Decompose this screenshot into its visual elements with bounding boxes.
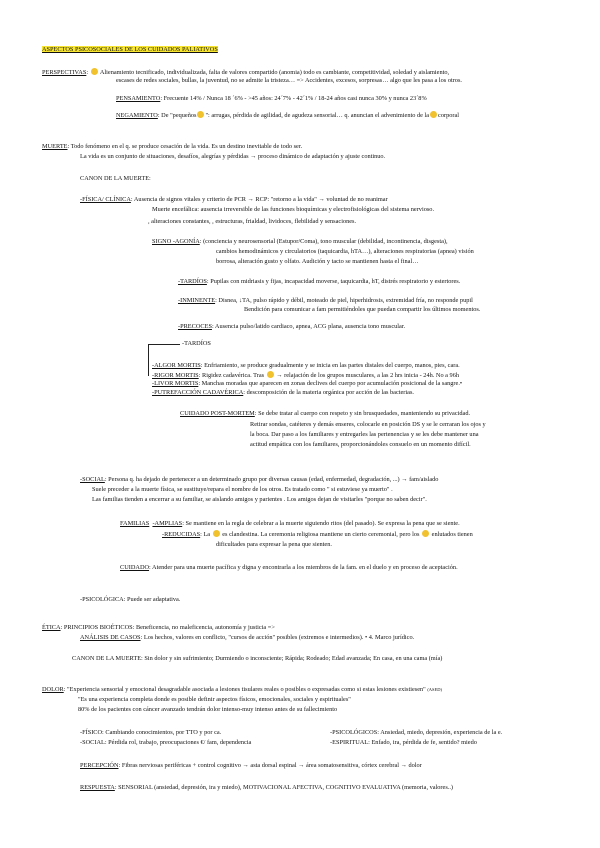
dolor-social-line: -SOCIAL: Pérdida rol, trabajo, preocupaciones €/ fam, dependencia	[80, 739, 252, 746]
putrefaccion-text: : descomposición de la materia orgánica por acción de las bacterias.	[243, 389, 414, 396]
social-line-1	[80, 476, 438, 484]
etica-principios-text: : PRINCIPIOS BIOÉTICOS: Beneficencia, no maleficencia, autonomía y justicia =>	[60, 624, 275, 631]
analisis-casos-line	[80, 634, 414, 642]
perspectivas-text-1: Alienamiento tecnificado, individualizada, falta de valores compartido (anomia) todo es cambiante, competitividad, soledad y aislamiento,	[98, 69, 450, 76]
dolor-text-1: : "Experiencia sensorial y emocional desagradable asociada a lesiones tisulares reales o posibles o expresadas como si estas lesiones existiesen"	[63, 686, 426, 693]
signo-agonia-line-1	[152, 238, 448, 246]
precoces-line	[178, 323, 405, 331]
muerte-line-1	[42, 143, 302, 151]
tardios-line	[178, 278, 460, 286]
dolor-line-3: 80% de los pacientes con cáncer avanzado tendrán dolor intenso-muy intenso antes de su fallecimiento	[78, 706, 338, 713]
social-cuidado-line	[120, 564, 458, 572]
worried-face-icon	[267, 371, 274, 378]
algor-mortis-text: : Enfriamiento, se produce gradualmente y se inicia en las partes distales del cuerpo, manos, pies, cara.	[200, 362, 460, 369]
precoces-label: -PRECOCES	[178, 323, 212, 330]
cuidado-post-mortem-line-4: actitud empática con los familiares, proporcionándoles consuelo en un momento difícil.	[250, 441, 471, 448]
signo-agonia-label: SIGNO -AGONÍA	[152, 238, 200, 245]
rigor-mortis-line	[152, 371, 459, 380]
reducidas-line-1	[162, 530, 473, 539]
dolor-line-1	[42, 686, 442, 694]
negamiento-line	[116, 111, 459, 120]
algor-mortis-line	[152, 362, 460, 370]
social-label: -SOCIAL	[80, 476, 105, 483]
dolor-psicologicos-line: -PSICOLÓGICOS: Ansiedad, miedo, depresión, experiencia de la e.	[330, 729, 503, 736]
title-text: ASPECTOS PSICOSOCIALES DE LOS CUIDADOS PALIATIVOS	[42, 46, 218, 53]
signo-agonia-line-3: borrosa, alteración gusto y olfato. Audición y tacto se mantienen hasta el final…	[216, 258, 419, 265]
page-title	[42, 46, 218, 54]
pensamiento-label: PENSAMIENTO	[116, 95, 161, 102]
canon-muerte-heading: CANON DE LA MUERTE:	[80, 175, 151, 182]
reducidas-text-c: enlutados tienen	[430, 531, 473, 538]
social-text-1: : Persona q. ha dejado de pertenecer a un determinado grupo por diversas causas (edad, enfermedad, degradación, ...) → fam/aislado	[104, 476, 439, 483]
fisica-text: : Ausencia de signos vitales y criterio de PCR → RCP: "retorno a la vida" → voluntad de no reanimar	[130, 196, 388, 203]
analisis-casos-label: ANÁLISIS DE CASOS	[80, 634, 141, 641]
respuesta-label: RESPUESTA	[80, 784, 115, 791]
rigor-mortis-text-a: : Rigidez cadavérica. Tras	[198, 372, 265, 379]
familias-amplias-line	[120, 520, 460, 528]
fisica-label: -FÍSICA/ CLÍNICA	[80, 196, 131, 203]
cuidado-post-mortem-label: CUIDADO POST-MORTEM	[180, 410, 255, 417]
reducidas-text-a: : La	[200, 531, 211, 538]
muerte-label: MUERTE	[42, 143, 68, 150]
worried-face-icon	[197, 111, 204, 118]
negamiento-text-c: corporal	[438, 112, 460, 119]
dolor-fisico-line: -FÍSICO: Cambiando conocimientos, por TTO y por ca.	[80, 729, 222, 736]
inminente-line-1	[178, 297, 473, 305]
worried-face-icon	[213, 530, 220, 537]
negamiento-text-b: ": arrugas, pérdida de agilidad, de agudeza sensorial… q. anuncian el advenimiento de la	[205, 112, 430, 119]
social-line-2: Suele preceder a la muerte física, se sustituye/repara el nombre de los otros. Es tratado como " si estuviese ya muerto" .	[92, 486, 393, 493]
etica-label: ÉTICA	[42, 624, 61, 631]
dolor-label: DOLOR	[42, 686, 64, 693]
worried-face-icon	[91, 68, 98, 75]
psicologica-line: -PSICOLÓGICA: Puede ser adaptativa.	[80, 596, 181, 603]
tardios-text: : Pupilas con midriasis y fijas, incapacidad moverse, taquicardia, hT, distrés respiratorio y estertores.	[206, 278, 461, 285]
algor-mortis-label: -ALGOR MORTIS	[152, 362, 201, 369]
livor-mortis-text: : Manchas moradas que aparecen en zonas declives del cuerpo por acumulación posicional de la sangre.•	[198, 380, 463, 387]
fisica-line-1	[80, 196, 388, 204]
muerte-line-2: La vida es un conjunto de situaciones, desafíos, alegrías y pérdidas → proceso dinámico de adaptación y ajuste continuo.	[80, 153, 386, 160]
etica-canon-line: CANON DE LA MUERTE: Sin dolor y sin sufrimiento; Durmiendo o inconsciente; Rápida; Rodeado; Edad avanzada; En casa, en una cama (mía)	[72, 655, 443, 662]
percepcion-text: : Fibras nerviosas periféricas + control cognitivo → asta dorsal espinal → área somatosensitiva, córtex cerebral → dolor	[118, 762, 422, 769]
percepcion-line	[80, 762, 422, 770]
fisica-line-3: , alteraciones constantes, , estructuras, frialdad, lividoces, flebilidad y sensaciones.	[148, 218, 357, 225]
percepcion-label: PERCEPCIÓN	[80, 762, 119, 769]
amplias-label: -AMPLIAS	[152, 520, 183, 527]
bracket-horizontal	[148, 344, 180, 345]
livor-mortis-line	[152, 380, 462, 388]
reducidas-label: -REDUCIDAS	[162, 531, 201, 538]
social-line-3: Las familias tienden a encerrar a su familiar, se aislando amigos y parientes . Los amigos dejan de visitarles "porque no saben decir".	[92, 496, 427, 503]
tardios-heading-2: -TARDÍOS	[182, 340, 211, 347]
social-cuidado-label: CUIDADO	[120, 564, 150, 571]
cuidado-post-mortem-line-3: la boca. Dar paso a los familiares y entregarles las pertenencias y se les debe mantener una	[250, 431, 479, 438]
amplias-text: : Se mantiene en la regla de celebrar a la muerte siguiendo ritos (del pasado). Se expresa la pena que se siente.	[182, 520, 460, 527]
putrefaccion-line	[152, 389, 414, 397]
respuesta-text: : SENSORIAL (ansiedad, depresión, ira y miedo), MOTIVACIONAL AFECTIVA, COGNITIVO EVALUATIVA (memoria, valores..)	[114, 784, 454, 791]
tardios-label: -TARDÍOS	[178, 278, 207, 285]
cuidado-post-mortem-line-1	[180, 410, 470, 418]
reducidas-text-b: es clandestina. La ceremonia religiosa mantiene un cierto ceremonial, pero los	[222, 531, 420, 538]
pensamiento-line	[116, 95, 427, 103]
livor-mortis-label: -LIVOR MORTIS	[152, 380, 199, 387]
signo-agonia-line-2: cambios hemodinámicos y circulatorios (taquicardia, hTA…), alteraciones respiratorias (apnea) visión	[216, 248, 474, 255]
inminente-line-2: Bendición para comunicar a fam permitiéndoles que puedan compartir los últimos momentos.	[244, 306, 481, 313]
perspectivas-line-2: escases de redes sociales, bullas, la juventud, no se admite la tristeza… => Accidentes, excesos, sorpresas… algo que les pasa a los otros.	[116, 77, 462, 84]
precoces-text: : Ausencia pulso/latido cardiaco, apnea, ACG plana, ausencia tono muscular.	[211, 323, 406, 330]
muerte-text-1: : Todo fenómeno en el q. se produce cesación de la vida. Es un destino inevitable de todo ser.	[67, 143, 303, 150]
negamiento-text-a: : De "pequeños	[157, 112, 197, 119]
familias-label: FAMILIAS	[120, 520, 150, 527]
putrefaccion-label: -PUTREFACCIÓN CADAVÉRICA	[152, 389, 244, 396]
respuesta-line	[80, 784, 453, 792]
dolor-line-2: "Es una experiencia completa donde es posible definir aspectos físicos, emocionales, sociales y espirituales"	[78, 696, 351, 703]
fisica-line-2: Muerte encefálica: ausencia irreversible de las funciones bioquímicas y electrofisiológicas del sistema nervioso.	[152, 206, 435, 213]
worried-face-icon	[430, 111, 437, 118]
dolor-citation: (ASED)	[427, 687, 443, 692]
person-icon	[422, 530, 429, 537]
pensamiento-text: : Frecuente 14% / Nunca 18 ´6% - >45 años: 24´7% - 42´1% / 18-24 años casi nunca 30% y nunca 23´8%	[160, 95, 427, 102]
reducidas-line-2: dificultades para expresar la pena que sienten.	[216, 541, 332, 548]
dolor-espiritual-line: -ESPIRITUAL: Enfado, ira, pérdida de fe, sentido? miedo	[330, 739, 477, 746]
perspectivas-label: PERSPECTIVAS	[42, 69, 87, 76]
cuidado-post-mortem-text-1: : Se debe tratar al cuerpo con respeto y sin brusquedades, manteniendo su privacidad.	[254, 410, 471, 417]
bracket-vertical	[148, 344, 149, 376]
cuidado-post-mortem-line-2: Retirar sondas, catéteres y demás enseres, colocarle en posición DS y se le cerraran los ojos y	[250, 421, 486, 428]
inminente-label: -INMINENTE	[178, 297, 216, 304]
negamiento-label: NEGAMIENTO	[116, 112, 158, 119]
analisis-casos-text: : Los hechos, valores en conflicto, "cursos de acción" posibles (extremos e intermedios). • 4. Marco jurídico.	[140, 634, 415, 641]
signo-agonia-text-1: : (conciencia y neurosensorial (Estupor/Coma), tono muscular (debilidad, incontinencia, disgesta),	[199, 238, 448, 245]
perspectivas-line-1: PERSPECTIVAS: Alienamiento tecnificado, individualizada, falta de valores compartido (anomia) todo es cambiante, competitividad, soledad y aislamiento,	[42, 69, 450, 76]
etica-line	[42, 624, 275, 632]
social-cuidado-text: : Atender para una muerte pacífica y digna y encontrarla a los miembros de la fam. en el duelo y en proceso de aceptación.	[149, 564, 458, 571]
inminente-text-1: : Disnea, ↓TA, pulso rápido y débil, moteado de piel, hiperhidrosis, extremidad fría, no responde pupil	[215, 297, 473, 304]
rigor-mortis-label: -RIGOR MORTIS	[152, 372, 199, 379]
rigor-mortis-text-b: → relajación de los grupos musculares, a las 2 hrs inicia - 24h. No a 96h	[276, 372, 459, 379]
